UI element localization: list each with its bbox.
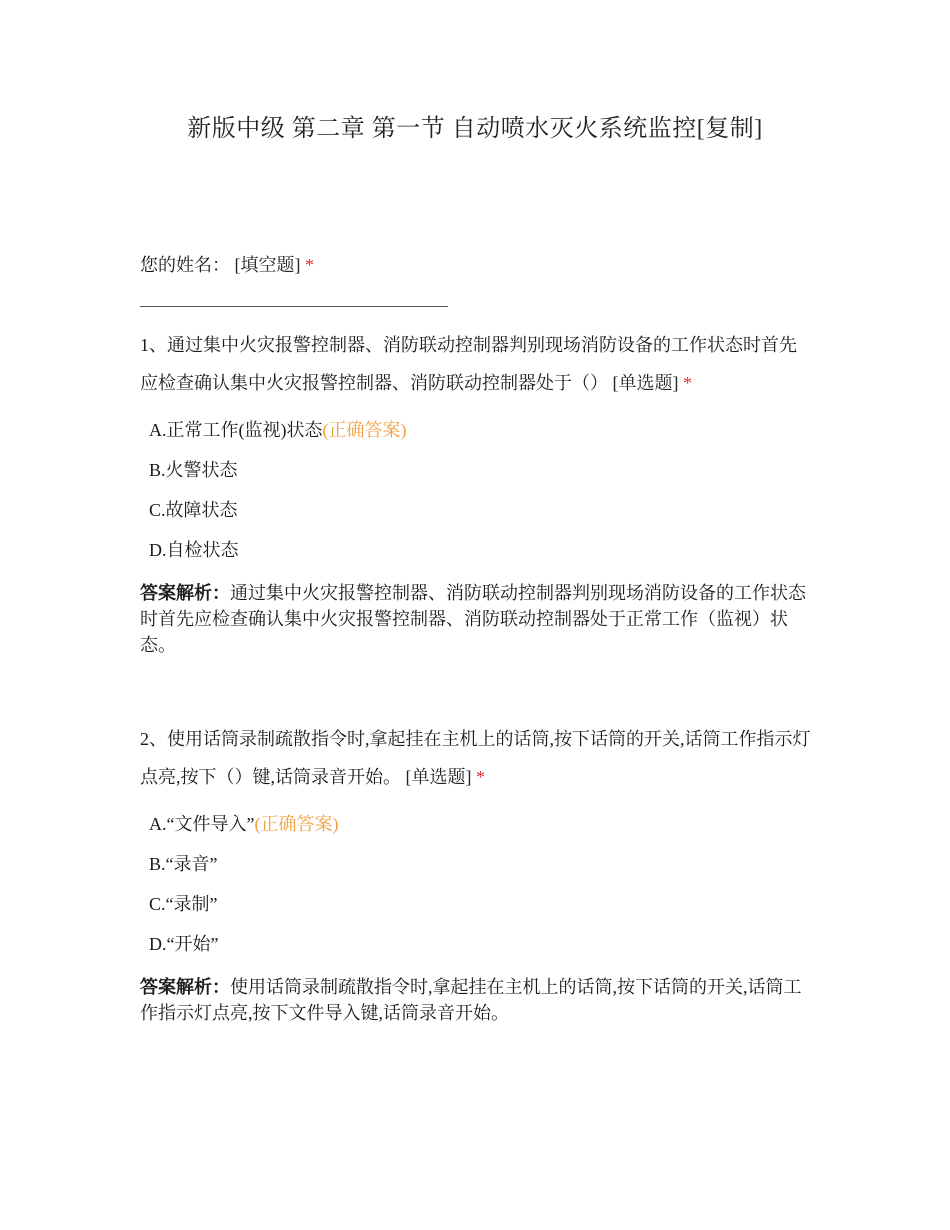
name-question-type: [填空题] xyxy=(234,255,301,275)
option-label: D.“开始” xyxy=(149,934,219,954)
question-2-option-b xyxy=(140,844,812,884)
question-1-option-a xyxy=(140,410,812,450)
option-label: A.“文件导入” xyxy=(149,814,255,834)
question-2-analysis xyxy=(140,974,812,1026)
analysis-label: 答案解析： xyxy=(140,583,230,603)
question-1-type: [单选题] xyxy=(612,373,679,393)
question-1 xyxy=(140,326,812,658)
question-2-option-d xyxy=(140,924,812,964)
question-2 xyxy=(140,720,812,1026)
analysis-label: 答案解析： xyxy=(140,977,230,997)
question-1-stem: 1、通过集中火灾报警控制器、消防联动控制器判别现场消防设备的工作状态时首先应检查确认集中火灾报警控制器、消防联动控制器处于（） xyxy=(140,335,797,393)
question-1-options xyxy=(140,410,812,570)
option-label: A.正常工作(监视)状态 xyxy=(149,420,323,440)
question-1-option-d xyxy=(140,530,812,570)
correct-answer-badge: (正确答案) xyxy=(254,814,339,834)
question-2-option-c xyxy=(140,884,812,924)
question-1-option-c xyxy=(140,490,812,530)
correct-answer-badge: (正确答案) xyxy=(322,420,407,440)
question-1-text xyxy=(140,326,812,402)
question-1-option-b xyxy=(140,450,812,490)
option-label: D.自检状态 xyxy=(149,540,239,560)
question-2-text xyxy=(140,720,812,796)
option-label: B.“录音” xyxy=(149,854,218,874)
name-question xyxy=(140,246,812,284)
page-title: 新版中级 第二章 第一节 自动喷水灭火系统监控[复制] xyxy=(187,116,763,142)
option-label: B.火警状态 xyxy=(149,460,238,480)
option-label: C.故障状态 xyxy=(149,500,238,520)
question-2-type: [单选题] xyxy=(405,767,472,787)
required-mark: * xyxy=(305,255,314,275)
analysis-text: 使用话筒录制疏散指令时,拿起挂在主机上的话筒,按下话筒的开关,话筒工作指示灯点亮,按下文件导入键,话筒录音开始。 xyxy=(140,977,802,1023)
name-question-label: 您的姓名： xyxy=(140,255,230,275)
analysis-text: 通过集中火灾报警控制器、消防联动控制器判别现场消防设备的工作状态时首先应检查确认集中火灾报警控制器、消防联动控制器处于正常工作（监视）状态。 xyxy=(140,583,806,655)
question-2-stem: 2、使用话筒录制疏散指令时,拿起挂在主机上的话筒,按下话筒的开关,话筒工作指示灯点亮,按下（）键,话筒录音开始。 xyxy=(140,729,811,787)
question-1-analysis xyxy=(140,580,812,658)
required-mark: * xyxy=(476,767,485,787)
name-answer-line xyxy=(140,306,448,307)
question-2-options xyxy=(140,804,812,964)
option-label: C.“录制” xyxy=(149,894,218,914)
required-mark: * xyxy=(683,373,692,393)
question-2-option-a xyxy=(140,804,812,844)
